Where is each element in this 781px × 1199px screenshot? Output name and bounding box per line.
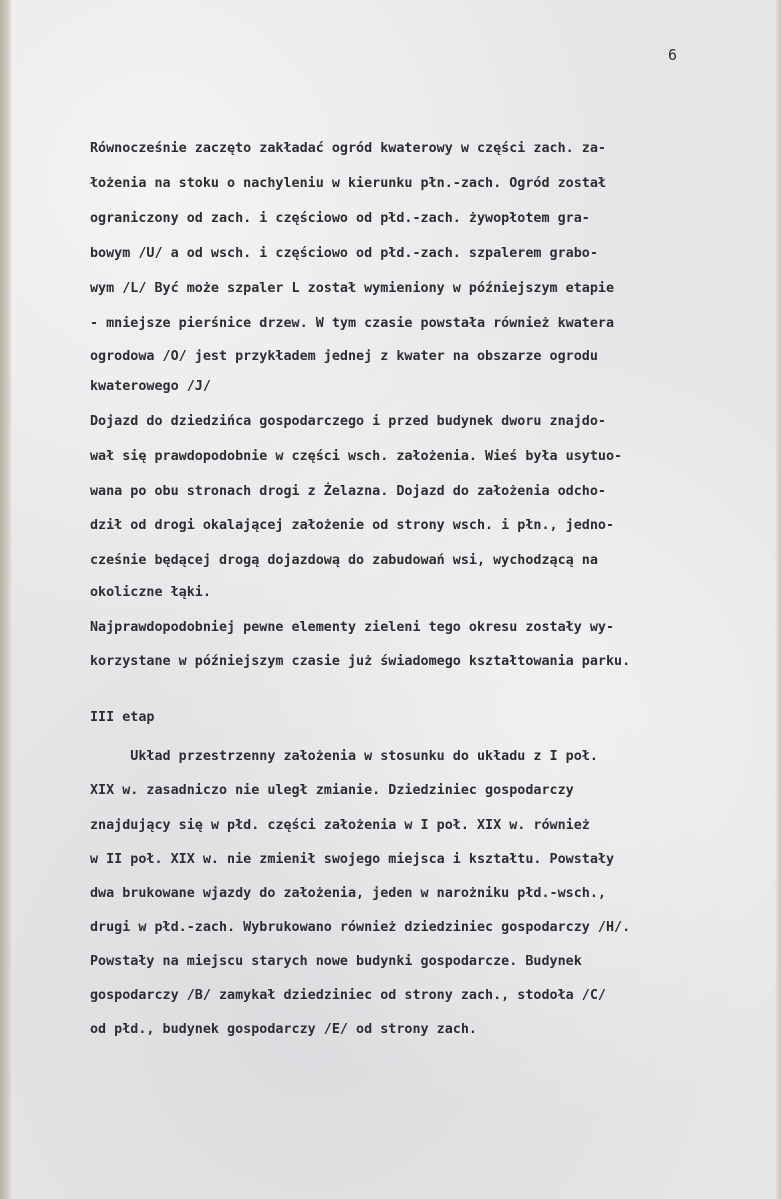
text-line: dził od drogi okalającej założenie od strony wsch. i płn., jedno- [90, 518, 615, 533]
text-line: - mniejsze pierśnice drzew. W tym czasie powstała również kwatera [90, 316, 615, 331]
text-line: wał się prawdopodobnie w części wsch. założenia. Wieś była usytuo- [90, 449, 623, 464]
text-line: znajdujący się w płd. części założenia w I poł. XIX w. również [90, 818, 590, 833]
text-line: Równocześnie zaczęto zakładać ogród kwaterowy w części zach. za- [90, 141, 606, 156]
text-line: dwa brukowane wjazdy do założenia, jeden w narożniku płd.-wsch., [90, 886, 606, 901]
section-heading: III etap [90, 710, 155, 725]
text-line: bowym /U/ a od wsch. i częściowo od płd.-zach. szpalerem grabo- [90, 246, 598, 261]
text-line: gospodarczy /B/ zamykał dziedziniec od strony zach., stodoła /C/ [90, 988, 606, 1003]
text-line: od płd., budynek gospodarczy /E/ od strony zach. [90, 1022, 477, 1037]
text-line: w II poł. XIX w. nie zmienił swojego miejsca i kształtu. Powstały [90, 852, 615, 867]
binding-edge [0, 0, 12, 1199]
text-line: kwaterowego /J/ [90, 379, 211, 394]
page-edge [775, 0, 781, 1199]
text-line: wana po obu stronach drogi z Żelazna. Dojazd do założenia odcho- [90, 484, 606, 499]
text-line: drugi w płd.-zach. Wybrukowano również dziedziniec gospodarczy /H/. [90, 920, 631, 935]
text-line: ogrodowa /O/ jest przykładem jednej z kwater na obszarze ogrodu [90, 349, 598, 364]
text-line: korzystane w późniejszym czasie już świadomego kształtowania parku. [90, 654, 631, 669]
text-line: Najprawdopodobniej pewne elementy zieleni tego okresu zostały wy- [90, 620, 615, 635]
text-line: ograniczony od zach. i częściowo od płd.-zach. żywopłotem gra- [90, 211, 590, 226]
text-line: Powstały na miejscu starych nowe budynki gospodarcze. Budynek [90, 954, 582, 969]
text-line: wym /L/ Być może szpaler L został wymieniony w późniejszym etapie [90, 281, 615, 296]
text-line: Dojazd do dziedzińca gospodarczego i przed budynek dworu znajdo- [90, 414, 606, 429]
text-line: okoliczne łąki. [90, 585, 211, 600]
text-line: cześnie będącej drogą dojazdową do zabudowań wsi, wychodzącą na [90, 553, 598, 568]
page-number: 6 [668, 46, 678, 64]
text-line: Układ przestrzenny założenia w stosunku do układu z I poł. [90, 749, 598, 764]
text-line: XIX w. zasadniczo nie uległ zmianie. Dziedziniec gospodarczy [90, 783, 574, 798]
text-line: łożenia na stoku o nachyleniu w kierunku płn.-zach. Ogród został [90, 176, 606, 191]
